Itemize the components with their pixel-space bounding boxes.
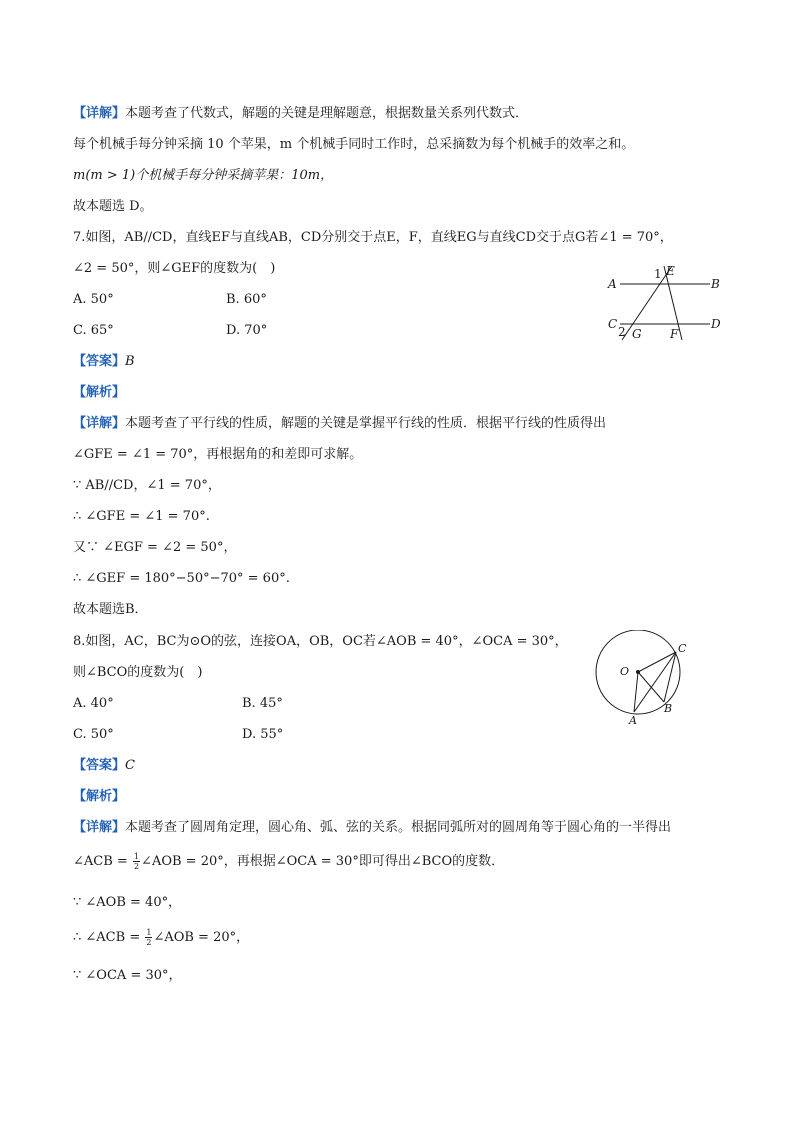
q7-parallel-lines-figure	[600, 262, 730, 344]
detail-tag: 【详解】	[73, 416, 126, 431]
label-f: F	[670, 327, 679, 341]
q6-explain-line: 每个机械手每分钟采摘 10 个苹果，m 个机械手同时工作时，总采摘数为每个机械手的效率之和。	[73, 137, 635, 152]
q7-option-c: C. 65°	[73, 323, 114, 338]
q7-detail-line2: ∠GFE = ∠1 = 70°，再根据角的和差即可求解。	[73, 447, 363, 462]
q8-stem-line2: 则∠BCO的度数为( )	[73, 665, 203, 680]
q8-step-3: ∵ ∠OCA = 30°，	[73, 968, 182, 983]
fraction-denominator: 2	[133, 862, 140, 871]
label-angle-1: 1	[654, 267, 662, 281]
q6-formula-line: m(m > 1)个机械手每分钟采摘苹果：10m，	[73, 168, 334, 183]
label-g: G	[632, 327, 642, 341]
fraction-numerator: 1	[146, 928, 152, 937]
q7-conclusion: 故本题选B．	[73, 602, 148, 617]
label-c: C	[608, 317, 618, 331]
label-a: A	[629, 714, 637, 726]
detail-tag: 【详解】	[73, 820, 126, 835]
q8-step-2-post: ∠AOB = 20°，	[153, 930, 250, 945]
q8-step-2-pre: ∴ ∠ACB =	[73, 930, 145, 945]
q6-detail-line	[73, 105, 528, 123]
q8-option-b: B. 45°	[242, 696, 283, 711]
analysis-tag: 【解析】	[73, 789, 126, 804]
q8-analysis-line	[73, 788, 125, 806]
q7-step-4: ∴ ∠GEF = 180°−50°−70° = 60°.	[73, 571, 290, 586]
q7-option-a: A. 50°	[73, 292, 114, 307]
q8-detail-line2-post: ∠AOB = 20°，再根据∠OCA = 30°即可得出∠BCO的度数．	[141, 854, 505, 869]
fraction-one-half	[133, 852, 140, 871]
q8-circle-figure	[590, 630, 694, 726]
q8-option-d: D. 55°	[242, 727, 284, 742]
detail-tag: 【详解】	[73, 106, 126, 121]
answer-tag: 【答案】	[73, 758, 126, 773]
label-b: B	[711, 277, 720, 291]
q7-detail-line	[73, 415, 606, 433]
q8-option-a: A. 40°	[73, 696, 114, 711]
q7-stem-line1: 7.如图，AB//CD，直线EF与直线AB，CD分别交于点E，F，直线EG与直线CD交于点G若∠1 = 70°，	[73, 230, 673, 245]
label-d: D	[711, 317, 721, 331]
q8-detail-line	[73, 819, 671, 837]
q7-step-3: 又∵ ∠EGF = ∠2 = 50°，	[73, 540, 237, 555]
q7-step-2: ∴ ∠GFE = ∠1 = 70°.	[73, 509, 210, 524]
q7-step-1: ∵ AB//CD，∠1 = 70°，	[73, 478, 221, 493]
answer-tag: 【答案】	[73, 354, 126, 369]
label-c: C	[678, 642, 687, 655]
fraction-one-half	[145, 928, 152, 947]
q8-detail-line2-pre: ∠ACB =	[73, 854, 132, 869]
q8-answer-line	[73, 757, 135, 775]
q6-detail-text: 本题考查了代数式，解题的关键是理解题意，根据数量关系列代数式．	[125, 106, 529, 121]
q7-option-d: D. 70°	[226, 323, 268, 338]
fraction-numerator: 1	[133, 852, 140, 861]
q8-detail-line2	[73, 852, 504, 871]
q7-answer-value: B	[125, 354, 135, 369]
q8-answer-value: C	[125, 758, 135, 773]
q7-option-b: B. 60°	[226, 292, 267, 307]
label-e: E	[666, 264, 675, 278]
q8-step-2	[73, 928, 249, 947]
q7-detail-text: 本题考查了平行线的性质，解题的关键是掌握平行线的性质．根据平行线的性质得出	[125, 416, 607, 431]
label-b: B	[664, 702, 673, 715]
q8-step-1: ∵ ∠AOB = 40°，	[73, 895, 182, 910]
label-o: O	[620, 665, 630, 678]
segment-oa	[634, 672, 638, 712]
q8-option-c: C. 50°	[73, 727, 114, 742]
segment-oc	[638, 652, 676, 672]
label-a: A	[608, 277, 617, 291]
analysis-tag: 【解析】	[73, 385, 126, 400]
q6-conclusion: 故本题选 D。	[73, 199, 153, 214]
q8-stem-line1: 8.如图，AC，BC为⊙O的弦，连接OA，OB，OC若∠AOB = 40°，∠OCA = 30°，	[73, 634, 568, 649]
q7-stem-line2: ∠2 = 50°，则∠GEF的度数为( )	[73, 261, 276, 276]
line-eg	[622, 266, 672, 340]
q7-answer-line	[73, 353, 135, 371]
fraction-denominator: 2	[146, 938, 152, 947]
label-angle-2: 2	[618, 325, 626, 339]
segment-bc	[664, 652, 676, 702]
q7-analysis-line	[73, 384, 125, 402]
q8-detail-text: 本题考查了圆周角定理，圆心角、弧、弦的关系。根据同弧所对的圆周角等于圆心角的一半得出	[125, 820, 672, 835]
